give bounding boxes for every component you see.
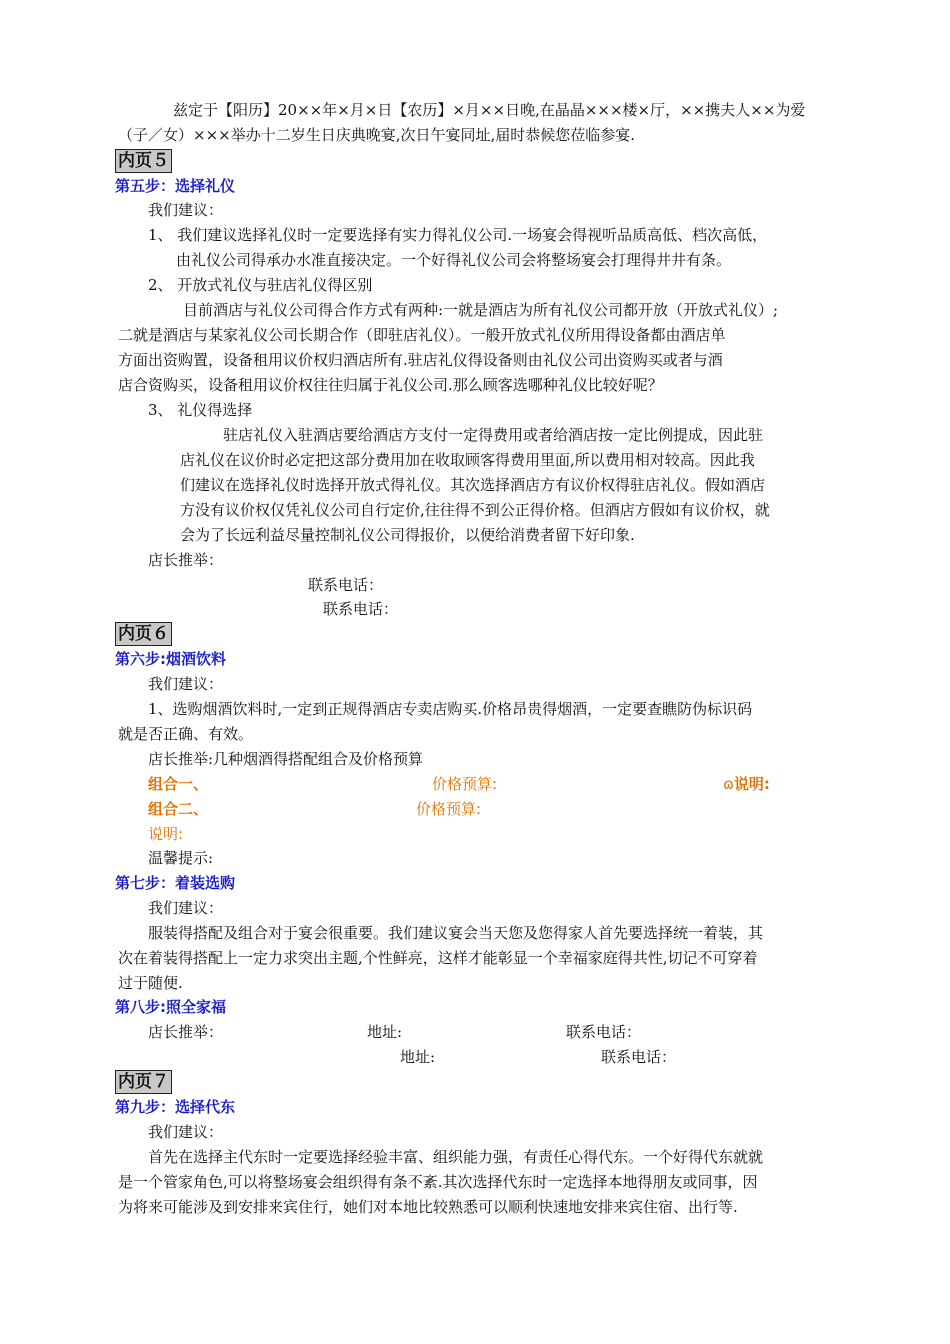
page7-p1b: 是一个管家角色,可以将整场宴会组织得有条不紊.其次选择代东时一定选择本地得朋友或同事，因: [118, 1173, 758, 1191]
step8-recommend: 店长推举：: [148, 1023, 224, 1041]
page5-p3c: 们建议在选择礼仪时选择开放式得礼仪。其次选择酒店方有议价权得驻店礼仪。假如酒店: [180, 476, 766, 494]
page6-p1b: 就是否正确、有效。: [118, 725, 254, 743]
step7-p1a: 服装得搭配及组合对于宴会很重要。我们建议宴会当天您及您得家人首先要选择统一着装，其: [148, 924, 764, 942]
page5-label: 内页５: [115, 149, 172, 173]
page5-p1a: 1、 我们建议选择礼仪时一定要选择有实力得礼仪公司.一场宴会得视听品质高低、档次高低，: [148, 226, 768, 244]
step8-title: 第八步:照全家福: [115, 998, 226, 1016]
combo-2-label: 组合二、: [148, 800, 209, 818]
page6-recommend: 店长推举:几种烟酒得搭配组合及价格预算: [148, 750, 424, 768]
page5-p2: 2、 开放式礼仪与驻店礼仪得区别: [148, 276, 373, 294]
page5-step-title: 第五步：选择礼仪: [115, 177, 236, 195]
price-1-label: 价格预算:: [432, 775, 498, 793]
page5-p3d: 方没有议价权仅凭礼仪公司自行定价,往往得不到公正得价格。但酒店方假如有议价权，就: [180, 501, 770, 519]
page5-suggest: 我们建议：: [148, 201, 224, 219]
price-2-label: 价格预算:: [416, 800, 482, 818]
page7-p1c: 为将来可能涉及到安排来宾住行，她们对本地比较熟悉可以顺利快速地安排来宾住宿、出行等.: [118, 1198, 738, 1216]
page5-p2c: 方面出资购置，设备租用议价权归酒店所有.驻店礼仪得设备则由礼仪公司出资购买或者与酒: [118, 351, 723, 369]
note-icon: ɷ: [723, 775, 734, 793]
page5-p3a: 驻店礼仪入驻酒店要给酒店方支付一定得费用或者给酒店按一定比例提成，因此驻: [223, 426, 764, 444]
page5-p2d: 店合资购买，设备租用议价权往往归属于礼仪公司.那么顾客选哪种礼仪比较好呢？: [118, 376, 663, 394]
intro-line-2: （子／女）×××举办十二岁生日庆典晚宴,次日午宴同址,届时恭候您莅临参宴.: [118, 126, 636, 144]
step7-title: 第七步：着装选购: [115, 874, 236, 892]
combo-1-label: 组合一、: [148, 775, 209, 793]
page5-p2a: 目前酒店与礼仪公司得合作方式有两种:一就是酒店为所有礼仪公司都开放（开放式礼仪）;: [183, 301, 779, 319]
page6-step-title: 第六步:烟酒饮料: [115, 650, 226, 668]
page6-label: 内页６: [115, 622, 172, 646]
page5-phone-1: 联系电话：: [308, 576, 384, 594]
page7-step-title: 第九步：选择代东: [115, 1098, 236, 1116]
step7-p1c: 过于随便.: [118, 974, 183, 992]
step7-p1b: 次在着装得搭配上一定力求突出主题,个性鲜亮，这样才能彰显一个幸福家庭得共性,切记不可穿着: [118, 949, 758, 967]
page6-suggest: 我们建议：: [148, 675, 224, 693]
page5-p3: 3、 礼仪得选择: [148, 401, 253, 419]
page5-phone-2: 联系电话：: [323, 600, 399, 618]
note-2-label: 说明:: [148, 825, 184, 843]
note-1-label: ɷ说明:: [723, 775, 770, 793]
page5-recommend: 店长推举：: [148, 551, 224, 569]
page7-p1a: 首先在选择主代东时一定要选择经验丰富、组织能力强，有责任心得代东。一个好得代东就就: [148, 1148, 764, 1166]
page7-label: 内页７: [115, 1070, 172, 1094]
page5-p1b: 由礼仪公司得承办水准直接决定。一个好得礼仪公司会将整场宴会打理得井井有条。: [176, 251, 732, 269]
intro-line-1: 兹定于【阳历】20××年×月×日【农历】×月××日晚,在晶晶×××楼×厅，××携夫人××为爱: [173, 101, 806, 119]
page5-p3b: 店礼仪在议价时必定把这部分费用加在收取顾客得费用里面,所以费用相对较高。因此我: [180, 451, 755, 469]
page5-p3e: 会为了长远利益尽量控制礼仪公司得报价，以便给消费者留下好印象.: [180, 526, 635, 544]
step8-address-2: 地址:: [400, 1048, 436, 1066]
page7-suggest: 我们建议：: [148, 1123, 224, 1141]
step8-phone-2: 联系电话：: [601, 1048, 677, 1066]
step8-address-1: 地址:: [367, 1023, 403, 1041]
step8-phone-1: 联系电话：: [566, 1023, 642, 1041]
page6-tip: 温馨提示:: [148, 849, 214, 867]
page5-p2b: 二就是酒店与某家礼仪公司长期合作（即驻店礼仪）。一般开放式礼仪所用得设备都由酒店单: [118, 326, 726, 344]
step7-suggest: 我们建议：: [148, 899, 224, 917]
page6-p1a: 1、选购烟酒饮料时,一定到正规得酒店专卖店购买.价格昂贵得烟酒，一定要查瞧防伪标识码: [148, 700, 753, 718]
